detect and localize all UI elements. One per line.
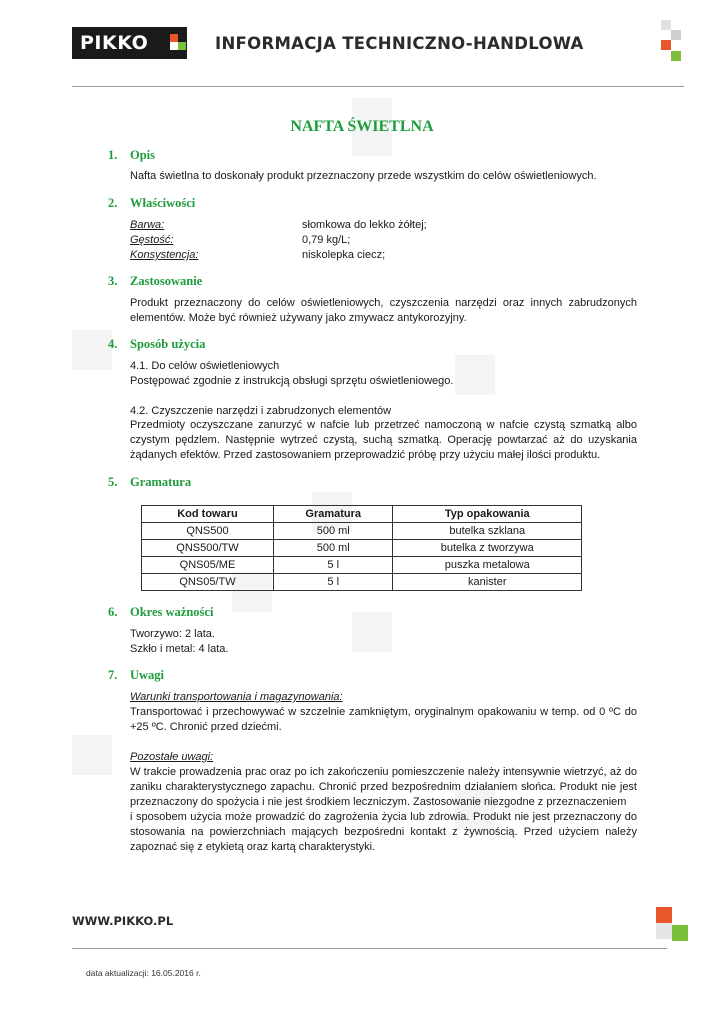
subsection-7-2-text-b: i sposobem użycia może prowadzić do zagrożenia życia lub zdrowia. Produkt nie jest przeznaczony do stosowania na powierzchniach mających bezpośredni kontakt z żywnością. Przed użyciem należy zapoznać się z etykietą oraz kartą charakterystyki. xyxy=(130,811,637,853)
section-2-heading xyxy=(108,196,195,211)
section-7-heading xyxy=(108,668,164,683)
table-cell: QNS05/ME xyxy=(142,557,274,574)
section-number: 4. xyxy=(108,337,118,351)
column-header: Typ opakowania xyxy=(393,506,582,523)
property-key: Konsystencja: xyxy=(130,249,199,261)
property-value: 0,79 kg/L; xyxy=(302,234,351,246)
subsection-4-2-title: 4.2. Czyszczenie narzędzi i zabrudzonych elementów xyxy=(130,405,392,417)
section-5-heading xyxy=(108,475,191,490)
property-value: niskolepka ciecz; xyxy=(302,249,386,261)
shelf-life-glass-metal: Szkło i metal: 4 lata. xyxy=(130,643,229,655)
header-title: INFORMACJA TECHNICZNO-HANDLOWA xyxy=(215,34,584,53)
logo-mark-orange xyxy=(170,34,178,42)
property-key: Gęstość: xyxy=(130,234,174,246)
table-row xyxy=(142,540,582,557)
table-cell: 5 l xyxy=(273,574,393,591)
footer-divider xyxy=(72,948,667,949)
subsection-7-2-title: Pozostałe uwagi: xyxy=(130,751,214,763)
column-header: Gramatura xyxy=(273,506,393,523)
subsection-7-2-text-a: W trakcie prowadzenia prac oraz po ich zakończeniu pomieszczenie należy intensywnie wietrzyć, aż do zaniku charakterystycznego zapachu. Chronić przed bezpośrednim działaniem słońca. Produkt nie jest przeznaczony do spożycia i nie jest środkiem leczniczym. Zastosowanie niezgodne z przeznaczeniem xyxy=(130,766,637,808)
section-1-text: Nafta świetlna to doskonały produkt przeznaczony przede wszystkim do celów oświetleniowych. xyxy=(130,170,597,182)
update-date: data aktualizacji: 16.05.2016 r. xyxy=(86,968,201,978)
decor-square-grey xyxy=(661,20,671,30)
section-1-heading xyxy=(108,148,155,163)
background-square xyxy=(72,330,112,370)
section-title: Zastosowanie xyxy=(130,274,203,288)
section-number: 1. xyxy=(108,148,118,162)
section-6-heading xyxy=(108,605,213,620)
table-cell: puszka metalowa xyxy=(393,557,582,574)
section-4-heading xyxy=(108,337,205,352)
subsection-7-1-text: Transportować i przechowywać w szczelnie zamkniętym, oryginalnym opakowaniu w temp. od 0 ºC do +25 ºC. Chronić przed dziećmi. xyxy=(130,706,637,733)
header-divider xyxy=(72,86,684,87)
column-header: Kod towaru xyxy=(142,506,274,523)
table-cell: butelka szklana xyxy=(393,523,582,540)
table-cell: 500 ml xyxy=(273,540,393,557)
logo-mark-green xyxy=(178,42,186,50)
table-cell: QNS500 xyxy=(142,523,274,540)
subsection-4-2-text: Przedmioty oczyszczane zanurzyć w nafcie lub przetrzeć namoczoną w nafcie czystą szmatką albo czystym pędzlem. Następnie wytrzeć czystą, suchą szmatką. Operację powtarzać aż do uzyskania żądanych efektów. Przed zastosowaniem przeprowadzić próbę przy użyciu małej ilości produktu. xyxy=(130,419,637,461)
subsection-4-1-title: 4.1. Do celów oświetleniowych xyxy=(130,360,280,372)
property-row xyxy=(130,218,427,233)
section-number: 7. xyxy=(108,668,118,682)
table-header-row xyxy=(142,506,582,523)
section-title: Gramatura xyxy=(130,475,192,489)
decor-square-orange xyxy=(661,40,671,50)
decor-square-green xyxy=(672,925,688,941)
footer-website: WWW.PIKKO.PL xyxy=(72,914,174,928)
table-row xyxy=(142,574,582,591)
decor-square-grey xyxy=(671,30,681,40)
property-row xyxy=(130,233,350,248)
section-number: 6. xyxy=(108,605,118,619)
decor-square-green xyxy=(671,51,681,61)
document-title: NAFTA ŚWIETLNA xyxy=(290,118,434,135)
property-value: słomkowa do lekko żółtej; xyxy=(302,219,427,231)
section-title: Właściwości xyxy=(130,196,196,210)
property-key: Barwa: xyxy=(130,219,165,231)
decor-square-grey xyxy=(656,923,672,939)
section-title: Okres ważności xyxy=(130,605,214,619)
packaging-table xyxy=(141,505,582,591)
section-3-text: Produkt przeznaczony do celów oświetleniowych, czyszczenia narzędzi oraz innych zabrudzonych elementów. Może być również używany jako zmywacz antykorozyjny. xyxy=(130,297,637,324)
table-row xyxy=(142,523,582,540)
section-number: 2. xyxy=(108,196,118,210)
section-title: Opis xyxy=(130,148,156,162)
section-title: Sposób użycia xyxy=(130,337,206,351)
table-cell: butelka z tworzywa xyxy=(393,540,582,557)
table-cell: 500 ml xyxy=(273,523,393,540)
section-number: 3. xyxy=(108,274,118,288)
table-cell: QNS05/TW xyxy=(142,574,274,591)
section-3-heading xyxy=(108,274,202,289)
shelf-life-plastic: Tworzywo: 2 lata. xyxy=(130,628,215,640)
property-row xyxy=(130,248,385,263)
logo-mark-white xyxy=(170,42,178,50)
decor-square-orange xyxy=(656,907,672,923)
subsection-4-1-text: Postępować zgodnie z instrukcją obsługi sprzętu oświetleniowego. xyxy=(130,375,454,387)
table-cell: 5 l xyxy=(273,557,393,574)
logo-text: PIKKO xyxy=(80,32,149,54)
background-square xyxy=(72,735,112,775)
section-title: Uwagi xyxy=(130,668,165,682)
table-cell: kanister xyxy=(393,574,582,591)
table-row xyxy=(142,557,582,574)
subsection-7-1-title: Warunki transportowania i magazynowania: xyxy=(130,691,343,703)
section-number: 5. xyxy=(108,475,118,489)
table-cell: QNS500/TW xyxy=(142,540,274,557)
